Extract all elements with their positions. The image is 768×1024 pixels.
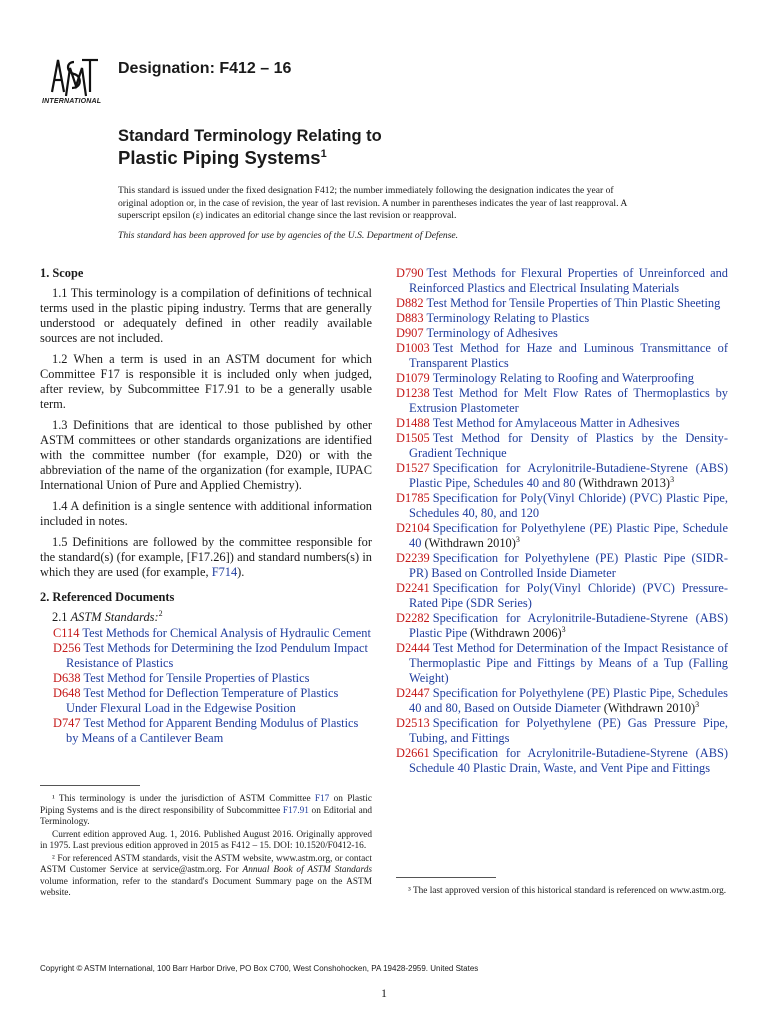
reference-title-link[interactable]: Terminology of Adhesives [426, 326, 558, 340]
reference-code-link[interactable]: D1079 [396, 371, 430, 385]
page-number: 1 [381, 986, 387, 1000]
left-column [40, 266, 372, 746]
footnote-3: ³ The last approved version of this historical standard is referenced on www.astm.org. [408, 886, 727, 896]
fn2-text-b: volume information, refer to the standard's Document Summary page on the ASTM website. [40, 876, 372, 898]
reference-item [396, 716, 728, 746]
reference-title-link[interactable]: Test Method for Haze and Luminous Transmittance of Transparent Plastics [409, 341, 728, 370]
subhead-number: 2.1 [52, 610, 68, 624]
reference-code-link[interactable]: D256 [53, 641, 81, 655]
reference-withdrawn-note: (Withdrawn 2013) [575, 476, 671, 490]
reference-code-link[interactable]: D2282 [396, 611, 430, 625]
approved-note: This standard has been approved for use by agencies of the U.S. Department of Defense. [118, 230, 459, 241]
scope-paragraph-2: 1.2 When a term is used in an ASTM document for which Committee F17 is responsible it is included only when judged, after review, by Subcommittee F17.91 to be a generally usable term. [40, 352, 372, 411]
footnote-1-edition: Current edition approved Aug. 1, 2016. Published August 2016. Originally approved in 1975. Last previous edition approved in 2015 as F412 – 15. DOI: 10.1520/F0412-16. [40, 829, 372, 851]
reference-item [396, 611, 728, 641]
reference-item [396, 686, 728, 716]
reference-code-link[interactable]: D648 [53, 686, 81, 700]
reference-item [40, 626, 372, 641]
reference-item [396, 296, 728, 311]
reference-title-link[interactable]: Test Method for Tensile Properties of Thin Plastic Sheeting [426, 296, 721, 310]
reference-withdrawn-note: (Withdrawn 2006) [467, 626, 562, 640]
reference-code-link[interactable]: C114 [53, 626, 80, 640]
reference-title-link[interactable]: Test Method for Amylaceous Matter in Adhesives [432, 416, 680, 430]
reference-item [396, 386, 728, 416]
reference-code-link[interactable]: D638 [53, 671, 81, 685]
scope-heading: 1. Scope [40, 266, 84, 280]
scope-paragraph-1: 1.1 This terminology is a compilation of definitions of technical terms used in the plastic piping industry. Terms that are generally understood or adequately defined in other readily available sources are not included. [40, 286, 372, 345]
reference-item [396, 311, 728, 326]
reference-code-link[interactable]: D2444 [396, 641, 430, 655]
reference-item [396, 641, 728, 686]
reference-item [40, 671, 372, 686]
reference-item [396, 416, 728, 431]
footnotes-left [40, 794, 372, 901]
subhead-footnote-mark: 2 [158, 608, 163, 618]
f17-link[interactable]: F17 [314, 794, 330, 804]
reference-code-link[interactable]: D1003 [396, 341, 430, 355]
reference-title-link[interactable]: Specification for Polyethylene (PE) Plastic Pipe, Schedule 40 [409, 521, 728, 550]
reference-item [396, 581, 728, 611]
fn1-text-b: on Plastic Piping Systems and is the direct responsibility of Subcommittee [40, 794, 372, 816]
reference-title-link[interactable]: Specification for Polyethylene (PE) Plastic Pipe, Schedules 40 and 80, Based on Outside Diameter [409, 686, 728, 715]
references-heading: 2. Referenced Documents [40, 590, 175, 604]
reference-title-link[interactable]: Specification for Acrylonitrile-Butadiene-Styrene (ABS) Schedule 40 Plastic Drain, Waste, and Vent Pipe and Fittings [409, 746, 728, 775]
title-line-2 [118, 147, 327, 169]
scope-paragraph-3: 1.3 Definitions that are identical to those published by other ASTM committees or other standards organizations are identified with the committee number (for example, D20) or with the abbreviation of the name of the organization (for example, IUPAC International Union of Pure and Applied Chemistry). [40, 418, 372, 492]
reference-item [396, 326, 728, 341]
reference-title-link[interactable]: Terminology Relating to Roofing and Waterproofing [432, 371, 694, 385]
reference-code-link[interactable]: D907 [396, 326, 424, 340]
reference-code-link[interactable]: D2239 [396, 551, 430, 565]
reference-code-link[interactable]: D1527 [396, 461, 430, 475]
reference-title-link[interactable]: Test Method for Apparent Bending Modulus of Plastics by Means of a Cantilever Beam [66, 716, 359, 745]
reference-code-link[interactable]: D2241 [396, 581, 430, 595]
subhead-italic: ASTM Standards: [70, 610, 159, 624]
reference-code-link[interactable]: D2661 [396, 746, 430, 760]
fn1-text-a: ¹ This terminology is under the jurisdiction of ASTM Committee [52, 794, 315, 804]
reference-title-link[interactable]: Test Methods for Determining the Izod Pendulum Impact Resistance of Plastics [66, 641, 368, 670]
reference-title-link[interactable]: Test Method for Tensile Properties of Plastics [83, 671, 310, 685]
reference-title-link[interactable]: Test Method for Determination of the Impact Resistance of Thermoplastic Pipe and Fittings by Means of a Tup (Falling Weight) [409, 641, 728, 685]
reference-withdrawn-note: (Withdrawn 2010) [421, 536, 516, 550]
reference-code-link[interactable]: D1785 [396, 491, 430, 505]
scope-p5-end: ). [237, 565, 245, 579]
reference-withdrawn-note: (Withdrawn 2010) [600, 701, 696, 715]
reference-code-link[interactable]: D1505 [396, 431, 430, 445]
reference-item [40, 716, 372, 746]
right-column [396, 266, 728, 776]
reference-code-link[interactable]: D2104 [396, 521, 430, 535]
reference-code-link[interactable]: D747 [53, 716, 81, 730]
title-text: Plastic Piping Systems [118, 147, 321, 168]
astm-standards-subhead [40, 610, 372, 625]
reference-code-link[interactable]: D2447 [396, 686, 430, 700]
astm-logo [44, 52, 110, 108]
right-reference-list [396, 266, 728, 776]
footnote-1 [40, 794, 372, 829]
reference-item [396, 491, 728, 521]
fn2-text-a: ² For referenced ASTM standards, visit the ASTM website, www.astm.org, or contact ASTM Customer Service at service@astm.org. For [40, 853, 372, 875]
reference-item [396, 521, 728, 551]
title-line-1: Standard Terminology Relating to [118, 127, 382, 145]
reference-title-link[interactable]: Specification for Acrylonitrile-Butadiene-Styrene (ABS) Plastic Pipe, Schedules 40 and 80 [409, 461, 728, 490]
designation: Designation: F412 – 16 [118, 60, 292, 77]
scope-paragraph-4: 1.4 A definition is a single sentence with additional information included in notes. [40, 499, 372, 528]
reference-item [40, 686, 372, 716]
reference-item [396, 746, 728, 776]
reference-title-link[interactable]: Specification for Polyethylene (PE) Gas Pressure Pipe, Tubing, and Fittings [409, 716, 728, 745]
reference-title-link[interactable]: Test Methods for Flexural Properties of Unreinforced and Reinforced Plastics and Electrical Insulating Materials [409, 266, 728, 295]
reference-title-link[interactable]: Test Method for Melt Flow Rates of Thermoplastics by Extrusion Plastometer [409, 386, 728, 415]
fn2-italic: Annual Book of ASTM Standards [242, 865, 372, 875]
reference-item [40, 641, 372, 671]
reference-code-link[interactable]: D2513 [396, 716, 430, 730]
reference-item [396, 266, 728, 296]
reference-title-link[interactable]: Specification for Acrylonitrile-Butadiene-Styrene (ABS) Plastic Pipe [409, 611, 728, 640]
reference-code-link[interactable]: D882 [396, 296, 424, 310]
reference-footnote-mark: 3 [561, 624, 566, 634]
reference-title-link[interactable]: Test Method for Deflection Temperature of Plastics Under Flexural Load in the Edgewise Position [66, 686, 339, 715]
reference-code-link[interactable]: D790 [396, 266, 424, 280]
reference-item [396, 371, 728, 386]
f714-link[interactable]: F714 [211, 565, 238, 579]
reference-footnote-mark: 3 [670, 474, 675, 484]
logo-sub-text: INTERNATIONAL [42, 98, 102, 105]
f17-91-link[interactable]: F17.91 [282, 805, 309, 816]
reference-code-link[interactable]: D883 [396, 311, 424, 325]
reference-item [396, 461, 728, 491]
title-footnote-mark: 1 [320, 147, 327, 160]
reference-code-link[interactable]: D1238 [396, 386, 430, 400]
reference-footnote-mark: 3 [515, 534, 520, 544]
reference-title-link[interactable]: Specification for Polyethylene (PE) Plastic Pipe (SIDR-PR) Based on Controlled Inside Diameter [409, 551, 728, 580]
issued-note: This standard is issued under the fixed designation F412; the number immediately following the designation indicates the year of original adoption or, in the case of revision, the year of last revision. A number in parentheses indicates the year of last reapproval. A superscript epsilon (ε) indicates an editorial change since the last revision or reapproval. [118, 185, 627, 222]
scope-p5-text: 1.5 Definitions are followed by the committee responsible for the standard(s) (for example, [F17.26]) and standard numbers(s) in which they are used (for example, [40, 535, 372, 579]
left-reference-list [40, 626, 372, 746]
reference-title-link[interactable]: Test Methods for Chemical Analysis of Hydraulic Cement [82, 626, 371, 640]
reference-title-link[interactable]: Specification for Poly(Vinyl Chloride) (PVC) Plastic Pipe, Schedules 40, 80, and 120 [409, 491, 728, 520]
footnote-rule-right [396, 877, 496, 878]
scope-paragraph-5 [40, 535, 372, 580]
reference-item [396, 341, 728, 371]
reference-title-link[interactable]: Test Method for Density of Plastics by the Density-Gradient Technique [409, 431, 728, 460]
fn1-text-c: on Editorial and Terminology. [40, 805, 372, 827]
reference-title-link[interactable]: Specification for Poly(Vinyl Chloride) (PVC) Pressure-Rated Pipe (SDR Series) [409, 581, 728, 610]
reference-item [396, 551, 728, 581]
footnote-rule-left [40, 785, 140, 786]
copyright: Copyright © ASTM International, 100 Barr Harbor Drive, PO Box C700, West Conshohocken, PA 19428-2959. United States [40, 964, 479, 973]
reference-title-link[interactable]: Terminology Relating to Plastics [426, 311, 590, 325]
reference-item [396, 431, 728, 461]
footnote-2 [40, 854, 372, 900]
reference-footnote-mark: 3 [695, 699, 700, 709]
reference-code-link[interactable]: D1488 [396, 416, 430, 430]
